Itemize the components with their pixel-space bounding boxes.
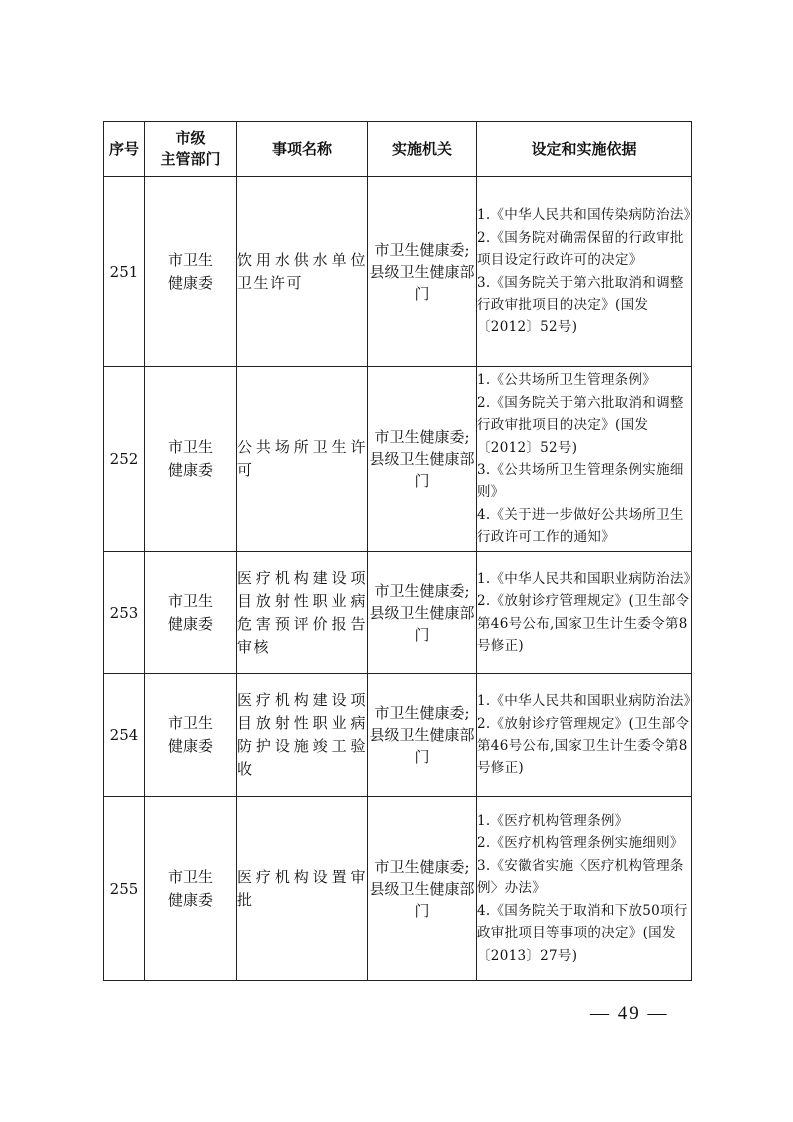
row-item: 医疗机构建设项目放射性职业病防护设施竣工验收 (237, 674, 368, 797)
row-seq: 253 (104, 552, 145, 674)
table-row (104, 674, 692, 797)
permit-table (103, 121, 698, 981)
header-dept-line1: 市级 (175, 129, 206, 147)
basis-entry: 1.《中华人民共和国传染病防治法》 (477, 207, 698, 224)
row-item: 饮用水供水单位卫生许可 (237, 177, 368, 367)
basis-entry: 1.《医疗机构管理条例》 (477, 813, 629, 830)
row-dept (145, 367, 237, 552)
table-header-row (104, 122, 692, 177)
basis-entry: 1.《公共场所卫生管理条例》 (477, 372, 657, 389)
row-item: 医疗机构建设项目放射性职业病危害预评价报告审核 (237, 552, 368, 674)
row-basis (477, 177, 698, 367)
basis-entry: 2.《放射诊疗管理规定》(卫生部令第46号公布,国家卫生计生委令第8号修正) (477, 715, 690, 777)
header-dept-line2: 主管部门 (160, 150, 221, 168)
page-number: — 49 — (590, 1003, 669, 1024)
row-dept-line1: 市卫生 (167, 591, 213, 610)
row-dept-line2: 健康委 (167, 737, 213, 755)
basis-entry: 2.《国务院对确需保留的行政审批项目设定行政许可的决定》 (477, 229, 684, 269)
row-agency: 市卫生健康委;县级卫生健康部门 (368, 674, 477, 797)
row-seq: 252 (104, 367, 145, 552)
row-dept (145, 797, 237, 981)
row-dept-line1: 市卫生 (167, 438, 213, 456)
row-item: 公共场所卫生许可 (237, 367, 368, 552)
row-basis (477, 797, 692, 981)
row-dept (145, 674, 237, 797)
basis-entry: 3.《安徽省实施〈医疗机构管理条例〉办法》 (477, 857, 684, 897)
row-item: 医疗机构设置审批 (237, 797, 368, 981)
row-basis (477, 674, 698, 797)
header-agency: 实施机关 (368, 122, 477, 177)
row-agency: 市卫生健康委;县级卫生健康部门 (368, 177, 477, 367)
row-dept-line2: 健康委 (167, 273, 213, 292)
row-dept-line1: 市卫生 (167, 867, 213, 886)
basis-entry: 2.《国务院关于第六批取消和调整行政审批项目的决定》(国发〔2012〕52号) (477, 394, 684, 456)
basis-entry: 4.《关于进一步做好公共场所卫生行政许可工作的通知》 (477, 506, 684, 546)
basis-entry: 3.《国务院关于第六批取消和调整行政审批项目的决定》(国发〔2012〕52号) (477, 274, 684, 336)
header-item: 事项名称 (237, 122, 368, 177)
row-dept-line1: 市卫生 (167, 250, 213, 269)
header-dept (145, 122, 237, 177)
basis-entry: 3.《公共场所卫生管理条例实施细则》 (477, 462, 684, 501)
row-dept-line2: 健康委 (167, 614, 213, 633)
basis-entry: 2.《放射诊疗管理规定》(卫生部令第46号公布,国家卫生计生委令第8号修正) (477, 593, 690, 654)
table-row (104, 797, 692, 981)
row-basis (477, 552, 698, 674)
header-seq: 序号 (104, 122, 145, 177)
row-dept (145, 177, 237, 367)
row-dept (145, 552, 237, 674)
basis-entry: 1.《中华人民共和国职业病防治法》 (477, 693, 698, 710)
row-agency: 市卫生健康委;县级卫生健康部门 (368, 552, 477, 674)
row-agency: 市卫生健康委;县级卫生健康部门 (368, 797, 477, 981)
basis-entry: 2.《医疗机构管理条例实施细则》 (477, 835, 684, 852)
table-row (104, 552, 692, 674)
row-agency: 市卫生健康委;县级卫生健康部门 (368, 367, 477, 552)
table-row (104, 367, 692, 552)
row-seq: 255 (104, 797, 145, 981)
row-dept-line2: 健康委 (167, 890, 213, 909)
row-dept-line2: 健康委 (167, 461, 213, 479)
basis-entry: 4.《国务院关于取消和下放50项行政审批项目等事项的决定》(国发〔2013〕27号) (477, 902, 688, 964)
row-dept-line1: 市卫生 (167, 714, 213, 732)
basis-entry: 1.《中华人民共和国职业病防治法》 (477, 570, 698, 587)
row-seq: 251 (104, 177, 145, 367)
row-seq: 254 (104, 674, 145, 797)
row-basis (477, 367, 692, 552)
table-row (104, 177, 692, 367)
header-basis: 设定和实施依据 (477, 122, 692, 177)
